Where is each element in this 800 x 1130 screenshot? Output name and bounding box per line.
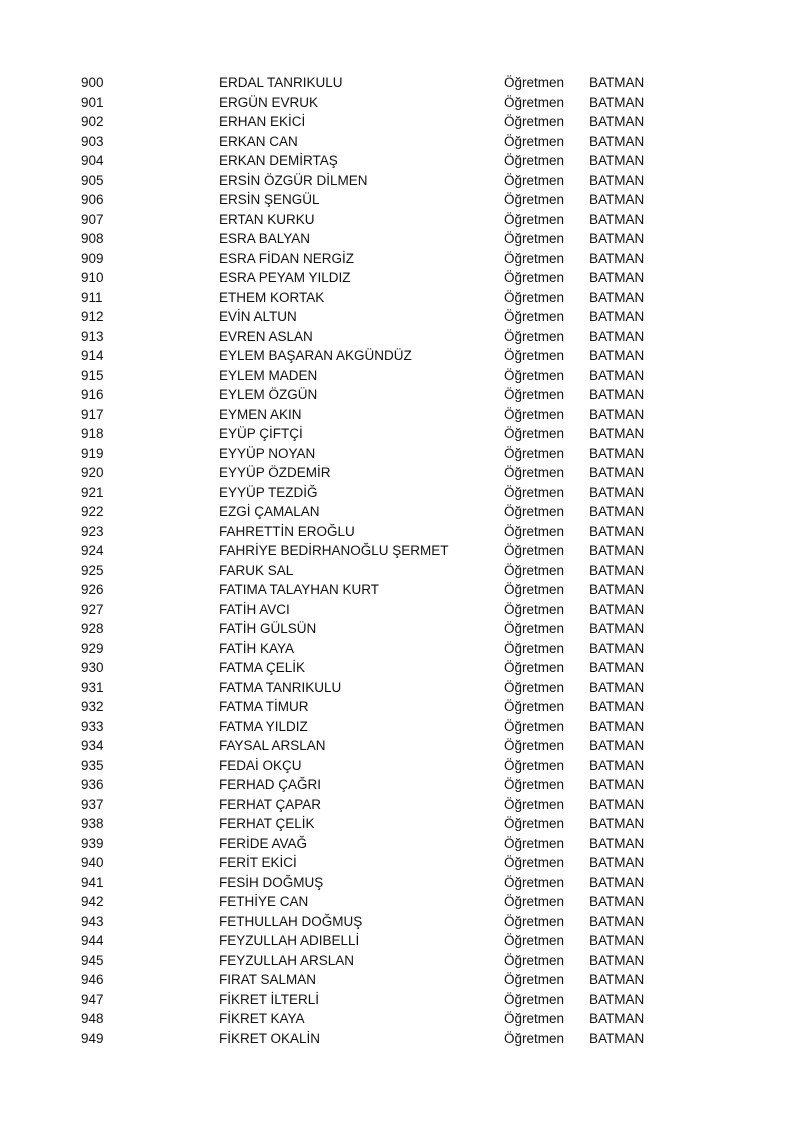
person-name: FERİDE AVAĞ: [219, 835, 308, 851]
list-row: [0, 1009, 800, 1029]
row-number: 919: [81, 445, 104, 461]
city-name: BATMAN: [589, 426, 645, 441]
city-name: BATMAN: [589, 562, 645, 578]
person-name: ERKAN CAN: [219, 133, 298, 149]
city-name: BATMAN: [589, 1011, 645, 1026]
city-name: BATMAN: [589, 972, 645, 987]
person-name: EYLEM BAŞARAN AKGÜNDÜZ: [219, 348, 412, 363]
job-title: Öğretmen: [504, 289, 565, 305]
city-name: BATMAN: [589, 855, 645, 870]
job-title: Öğretmen: [504, 952, 565, 968]
city-name: BATMAN: [589, 250, 645, 266]
job-title: Öğretmen: [504, 582, 565, 597]
person-name: FERHAT ÇELİK: [219, 816, 315, 831]
list-row: [0, 424, 800, 444]
job-title: Öğretmen: [504, 601, 565, 617]
city-name: BATMAN: [589, 328, 645, 344]
list-row: [0, 639, 800, 659]
job-title: Öğretmen: [504, 816, 565, 831]
person-name: ESRA FİDAN NERGİZ: [219, 250, 355, 266]
list-row: [0, 483, 800, 503]
person-name: FATIMA TALAYHAN KURT: [219, 582, 380, 597]
person-name: ERKAN DEMİRTAŞ: [219, 153, 338, 168]
job-title: Öğretmen: [504, 192, 565, 207]
city-name: BATMAN: [589, 796, 645, 812]
job-title: Öğretmen: [504, 718, 565, 734]
row-number: 927: [81, 601, 104, 617]
row-number: 920: [81, 465, 104, 480]
city-name: BATMAN: [589, 289, 645, 305]
list-row: [0, 93, 800, 113]
job-title: Öğretmen: [504, 504, 565, 519]
row-number: 940: [81, 855, 104, 870]
job-title: Öğretmen: [504, 250, 565, 266]
list-row: [0, 756, 800, 776]
row-number: 942: [81, 894, 104, 909]
row-number: 934: [81, 738, 104, 753]
job-title: Öğretmen: [504, 699, 565, 714]
person-name: FAHRİYE BEDİRHANOĞLU ŞERMET: [219, 543, 449, 558]
job-title: Öğretmen: [504, 1011, 565, 1026]
list-row: [0, 814, 800, 834]
job-title: Öğretmen: [504, 484, 565, 500]
row-number: 907: [81, 211, 104, 227]
city-name: BATMAN: [589, 933, 645, 948]
list-row: [0, 210, 800, 230]
city-name: BATMAN: [589, 484, 645, 500]
list-row: [0, 132, 800, 152]
job-title: Öğretmen: [504, 972, 565, 987]
person-name: FATMA ÇELİK: [219, 660, 306, 675]
row-number: 928: [81, 621, 104, 636]
list-row: [0, 249, 800, 269]
list-row: [0, 580, 800, 600]
row-number: 916: [81, 387, 104, 402]
list-row: [0, 853, 800, 873]
person-name: EYYÜP TEZDİĞ: [219, 484, 318, 500]
job-title: Öğretmen: [504, 738, 565, 753]
row-number: 905: [81, 172, 104, 188]
city-name: BATMAN: [589, 894, 645, 909]
row-number: 901: [81, 94, 104, 110]
row-number: 945: [81, 952, 104, 968]
list-row: [0, 385, 800, 405]
person-name: ERDAL TANRIKULU: [219, 75, 343, 90]
city-name: BATMAN: [589, 757, 645, 773]
city-name: BATMAN: [589, 348, 645, 363]
row-number: 914: [81, 348, 104, 363]
city-name: BATMAN: [589, 387, 645, 402]
list-row: [0, 366, 800, 386]
list-row: [0, 736, 800, 756]
city-name: BATMAN: [589, 192, 645, 207]
row-number: 938: [81, 816, 104, 831]
row-number: 904: [81, 153, 104, 168]
person-name: FATMA TANRIKULU: [219, 679, 342, 695]
row-number: 929: [81, 640, 104, 656]
job-title: Öğretmen: [504, 835, 565, 851]
list-row: [0, 970, 800, 990]
city-name: BATMAN: [589, 445, 645, 461]
row-number: 922: [81, 504, 104, 519]
job-title: Öğretmen: [504, 445, 565, 461]
city-name: BATMAN: [589, 523, 645, 539]
person-name: ESRA BALYAN: [219, 231, 311, 246]
person-name: FIRAT SALMAN: [219, 972, 317, 987]
list-row: [0, 678, 800, 698]
job-title: Öğretmen: [504, 621, 565, 636]
row-number: 918: [81, 426, 104, 441]
row-number: 946: [81, 972, 104, 987]
city-name: BATMAN: [589, 133, 645, 149]
row-number: 949: [81, 1030, 104, 1046]
list-row: [0, 346, 800, 366]
row-number: 926: [81, 582, 104, 597]
person-name: EYYÜP ÖZDEMİR: [219, 465, 331, 480]
city-name: BATMAN: [589, 114, 645, 129]
city-name: BATMAN: [589, 991, 645, 1007]
person-name: FİKRET KAYA: [219, 1011, 305, 1026]
person-name: FERHAD ÇAĞRI: [219, 777, 322, 792]
list-row: [0, 73, 800, 93]
city-name: BATMAN: [589, 816, 645, 831]
city-name: BATMAN: [589, 153, 645, 168]
person-name: EYMEN AKIN: [219, 406, 302, 422]
job-title: Öğretmen: [504, 679, 565, 695]
job-title: Öğretmen: [504, 367, 565, 383]
job-title: Öğretmen: [504, 75, 565, 90]
list-row: [0, 151, 800, 171]
row-number: 909: [81, 250, 104, 266]
job-title: Öğretmen: [504, 991, 565, 1007]
city-name: BATMAN: [589, 172, 645, 188]
list-row: [0, 190, 800, 210]
person-name: FARUK SAL: [219, 562, 294, 578]
row-number: 932: [81, 699, 104, 714]
city-name: BATMAN: [589, 777, 645, 792]
list-row: [0, 463, 800, 483]
personnel-list: [0, 73, 800, 1048]
job-title: Öğretmen: [504, 133, 565, 149]
person-name: FATMA TİMUR: [219, 699, 309, 714]
city-name: BATMAN: [589, 874, 645, 890]
list-row: [0, 1029, 800, 1049]
list-row: [0, 697, 800, 717]
job-title: Öğretmen: [504, 153, 565, 168]
person-name: EYÜP ÇİFTÇİ: [219, 426, 303, 441]
person-name: FAYSAL ARSLAN: [219, 738, 326, 753]
person-name: EZGİ ÇAMALAN: [219, 504, 320, 519]
row-number: 921: [81, 484, 104, 500]
person-name: EYYÜP NOYAN: [219, 445, 316, 461]
person-name: ERHAN EKİCİ: [219, 114, 306, 129]
job-title: Öğretmen: [504, 562, 565, 578]
list-row: [0, 502, 800, 522]
person-name: FATİH KAYA: [219, 640, 295, 656]
row-number: 906: [81, 192, 104, 207]
job-title: Öğretmen: [504, 796, 565, 812]
job-title: Öğretmen: [504, 933, 565, 948]
list-row: [0, 775, 800, 795]
city-name: BATMAN: [589, 465, 645, 480]
job-title: Öğretmen: [504, 94, 565, 110]
job-title: Öğretmen: [504, 211, 565, 227]
row-number: 900: [81, 75, 104, 90]
list-row: [0, 951, 800, 971]
job-title: Öğretmen: [504, 913, 565, 929]
job-title: Öğretmen: [504, 543, 565, 558]
city-name: BATMAN: [589, 679, 645, 695]
city-name: BATMAN: [589, 738, 645, 753]
row-number: 930: [81, 660, 104, 675]
list-row: [0, 288, 800, 308]
city-name: BATMAN: [589, 211, 645, 227]
person-name: FEYZULLAH ADIBELLİ: [219, 933, 360, 948]
list-row: [0, 795, 800, 815]
job-title: Öğretmen: [504, 172, 565, 188]
row-number: 917: [81, 406, 104, 422]
row-number: 935: [81, 757, 104, 773]
job-title: Öğretmen: [504, 309, 565, 324]
row-number: 923: [81, 523, 104, 539]
row-number: 936: [81, 777, 104, 792]
job-title: Öğretmen: [504, 465, 565, 480]
row-number: 903: [81, 133, 104, 149]
city-name: BATMAN: [589, 582, 645, 597]
person-name: EVİN ALTUN: [219, 309, 297, 324]
city-name: BATMAN: [589, 231, 645, 246]
list-row: [0, 268, 800, 288]
person-name: FİKRET İLTERLİ: [219, 991, 320, 1007]
person-name: FETHULLAH DOĞMUŞ: [219, 913, 363, 929]
city-name: BATMAN: [589, 94, 645, 110]
person-name: ETHEM KORTAK: [219, 289, 325, 305]
row-number: 933: [81, 718, 104, 734]
city-name: BATMAN: [589, 640, 645, 656]
job-title: Öğretmen: [504, 1030, 565, 1046]
list-row: [0, 600, 800, 620]
person-name: FİKRET OKALİN: [219, 1030, 321, 1046]
person-name: FATİH GÜLSÜN: [219, 621, 317, 636]
job-title: Öğretmen: [504, 328, 565, 344]
row-number: 910: [81, 270, 104, 285]
job-title: Öğretmen: [504, 757, 565, 773]
list-row: [0, 990, 800, 1010]
person-name: FATMA YILDIZ: [219, 718, 308, 734]
person-name: EVREN ASLAN: [219, 328, 313, 344]
city-name: BATMAN: [589, 718, 645, 734]
person-name: FATİH AVCI: [219, 601, 290, 617]
list-row: [0, 717, 800, 737]
person-name: FETHİYE CAN: [219, 894, 309, 909]
list-row: [0, 229, 800, 249]
city-name: BATMAN: [589, 504, 645, 519]
row-number: 924: [81, 543, 104, 558]
row-number: 939: [81, 835, 104, 851]
job-title: Öğretmen: [504, 894, 565, 909]
city-name: BATMAN: [589, 601, 645, 617]
person-name: FEYZULLAH ARSLAN: [219, 952, 355, 968]
list-row: [0, 658, 800, 678]
city-name: BATMAN: [589, 406, 645, 422]
city-name: BATMAN: [589, 660, 645, 675]
job-title: Öğretmen: [504, 777, 565, 792]
list-row: [0, 619, 800, 639]
job-title: Öğretmen: [504, 406, 565, 422]
row-number: 943: [81, 913, 104, 929]
person-name: ERTAN KURKU: [219, 211, 315, 227]
person-name: ERGÜN EVRUK: [219, 94, 319, 110]
row-number: 915: [81, 367, 104, 383]
job-title: Öğretmen: [504, 270, 565, 285]
city-name: BATMAN: [589, 699, 645, 714]
city-name: BATMAN: [589, 835, 645, 851]
list-row: [0, 931, 800, 951]
person-name: FESİH DOĞMUŞ: [219, 874, 324, 890]
person-name: ESRA PEYAM YILDIZ: [219, 270, 351, 285]
city-name: BATMAN: [589, 75, 645, 90]
list-row: [0, 541, 800, 561]
city-name: BATMAN: [589, 952, 645, 968]
person-name: ERSİN ÖZGÜR DİLMEN: [219, 172, 368, 188]
city-name: BATMAN: [589, 621, 645, 636]
row-number: 913: [81, 328, 104, 344]
person-name: EYLEM MADEN: [219, 367, 318, 383]
person-name: ERSİN ŞENGÜL: [219, 192, 320, 207]
row-number: 911: [81, 289, 103, 305]
row-number: 925: [81, 562, 104, 578]
row-number: 947: [81, 991, 104, 1007]
job-title: Öğretmen: [504, 874, 565, 890]
list-row: [0, 112, 800, 132]
row-number: 944: [81, 933, 104, 948]
job-title: Öğretmen: [504, 426, 565, 441]
list-row: [0, 561, 800, 581]
person-name: FERHAT ÇAPAR: [219, 796, 322, 812]
list-row: [0, 892, 800, 912]
row-number: 908: [81, 231, 104, 246]
person-name: FAHRETTİN EROĞLU: [219, 523, 355, 539]
row-number: 902: [81, 114, 104, 129]
list-row: [0, 171, 800, 191]
person-name: FERİT EKİCİ: [219, 855, 297, 870]
city-name: BATMAN: [589, 1030, 645, 1046]
job-title: Öğretmen: [504, 387, 565, 402]
city-name: BATMAN: [589, 367, 645, 383]
city-name: BATMAN: [589, 270, 645, 285]
city-name: BATMAN: [589, 309, 645, 324]
row-number: 937: [81, 796, 104, 812]
person-name: EYLEM ÖZGÜN: [219, 387, 318, 402]
city-name: BATMAN: [589, 543, 645, 558]
job-title: Öğretmen: [504, 660, 565, 675]
person-name: FEDAİ OKÇU: [219, 757, 302, 773]
job-title: Öğretmen: [504, 231, 565, 246]
list-row: [0, 873, 800, 893]
list-row: [0, 444, 800, 464]
row-number: 948: [81, 1011, 104, 1026]
list-row: [0, 307, 800, 327]
job-title: Öğretmen: [504, 523, 565, 539]
job-title: Öğretmen: [504, 114, 565, 129]
row-number: 931: [81, 679, 104, 695]
list-row: [0, 912, 800, 932]
list-row: [0, 405, 800, 425]
job-title: Öğretmen: [504, 640, 565, 656]
job-title: Öğretmen: [504, 348, 565, 363]
row-number: 912: [81, 309, 104, 324]
city-name: BATMAN: [589, 913, 645, 929]
list-row: [0, 834, 800, 854]
job-title: Öğretmen: [504, 855, 565, 870]
list-row: [0, 522, 800, 542]
row-number: 941: [81, 874, 104, 890]
list-row: [0, 327, 800, 347]
